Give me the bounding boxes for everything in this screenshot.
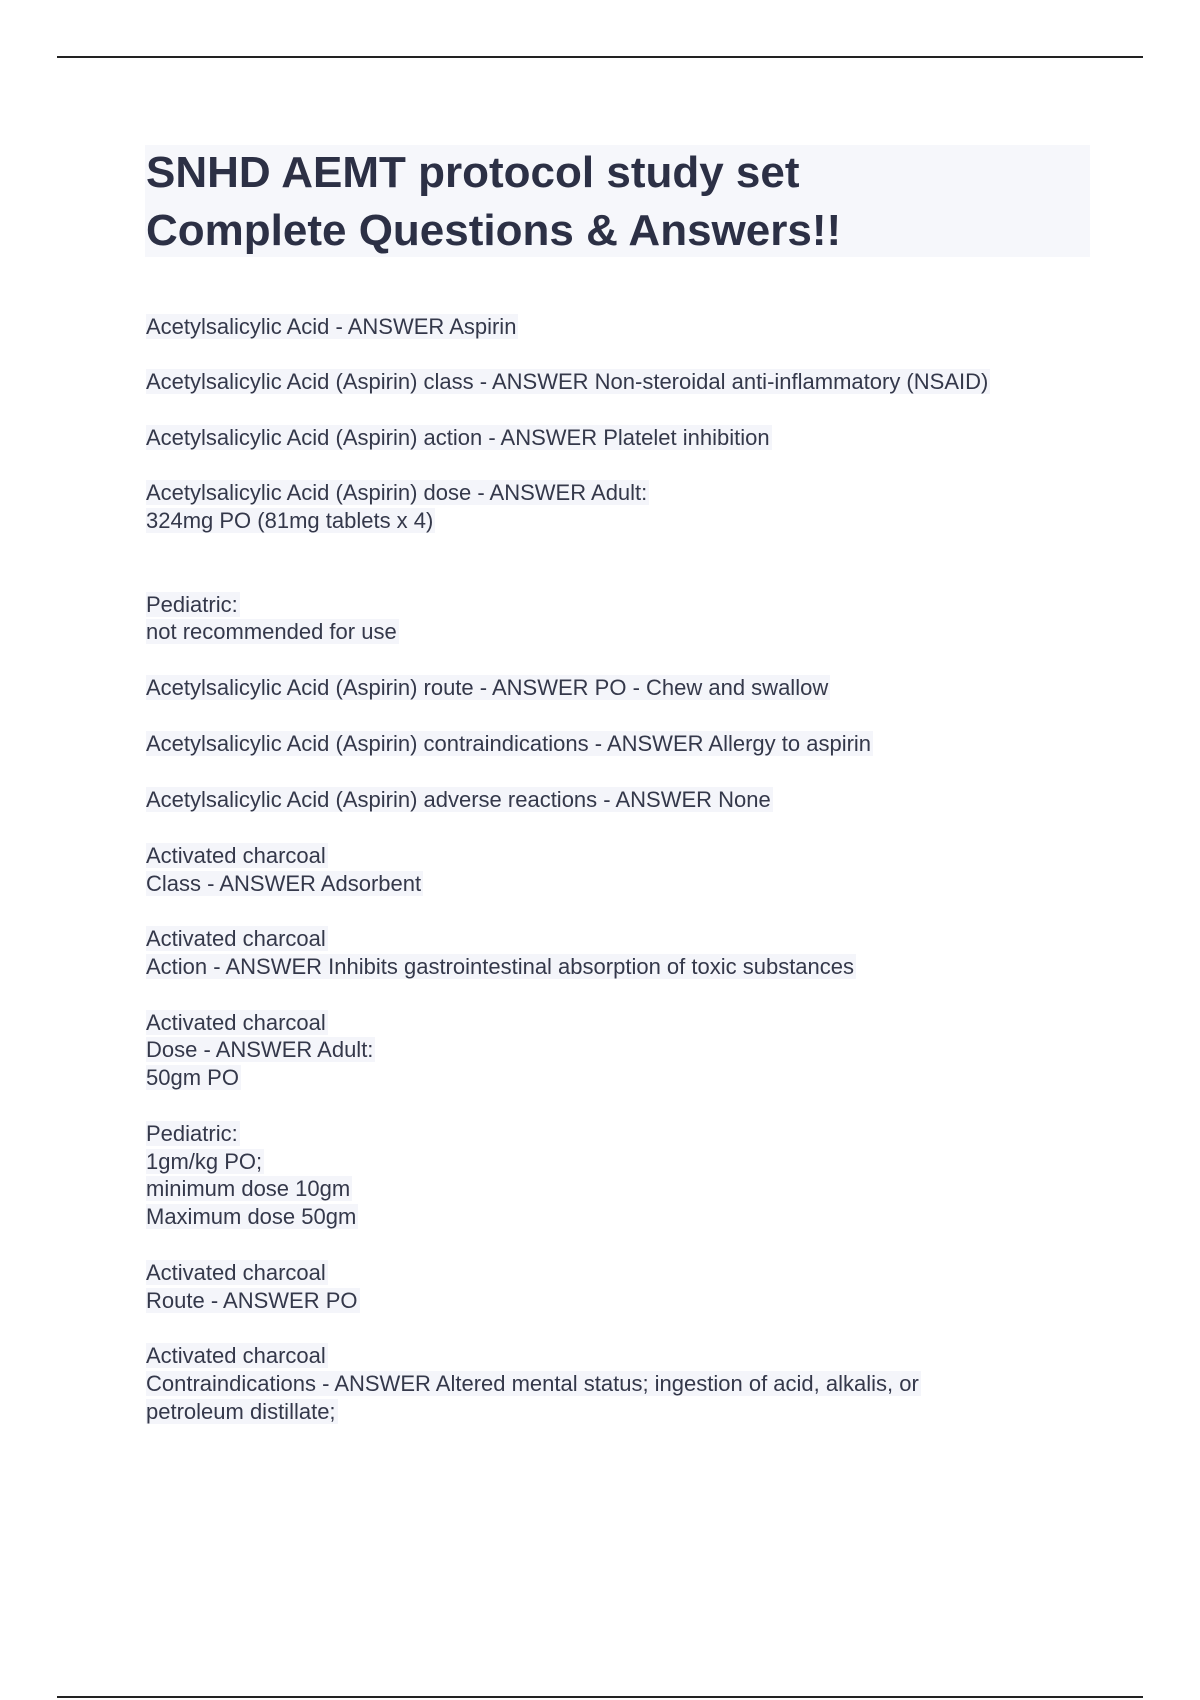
qa-line: Class - ANSWER Adsorbent bbox=[146, 871, 422, 896]
document-title-line-1: SNHD AEMT protocol study set bbox=[146, 148, 800, 197]
bottom-rule bbox=[57, 1696, 1143, 1698]
qa-line: Pediatric: bbox=[146, 1121, 238, 1146]
qa-line: Acetylsalicylic Acid - ANSWER Aspirin bbox=[146, 314, 517, 339]
qa-line: 1gm/kg PO; bbox=[146, 1149, 263, 1174]
qa-line: Activated charcoal bbox=[146, 843, 326, 868]
qa-line: Route - ANSWER PO bbox=[146, 1288, 358, 1313]
qa-line: Acetylsalicylic Acid (Aspirin) dose - ANSWER Adult: bbox=[146, 480, 648, 505]
qa-line: Contraindications - ANSWER Altered mental status; ingestion of acid, alkalis, or bbox=[146, 1371, 919, 1396]
qa-line: Acetylsalicylic Acid (Aspirin) action - ANSWER Platelet inhibition bbox=[146, 425, 770, 450]
qa-line: minimum dose 10gm bbox=[146, 1176, 351, 1201]
qa-line: Activated charcoal bbox=[146, 1010, 326, 1035]
qa-line: petroleum distillate; bbox=[146, 1399, 336, 1424]
qa-line: Maximum dose 50gm bbox=[146, 1204, 357, 1229]
qa-line: Action - ANSWER Inhibits gastrointestinal absorption of toxic substances bbox=[146, 954, 855, 979]
qa-line: Pediatric: bbox=[146, 592, 238, 617]
top-rule bbox=[57, 56, 1143, 58]
qa-line: Activated charcoal bbox=[146, 1343, 326, 1368]
qa-line: Acetylsalicylic Acid (Aspirin) class - ANSWER Non-steroidal anti-inflammatory (NSAID) bbox=[146, 369, 989, 394]
qa-line: 50gm PO bbox=[146, 1065, 239, 1090]
qa-line: Acetylsalicylic Acid (Aspirin) adverse reactions - ANSWER None bbox=[146, 787, 771, 812]
qa-line: Activated charcoal bbox=[146, 926, 326, 951]
qa-line: Acetylsalicylic Acid (Aspirin) contraindications - ANSWER Allergy to aspirin bbox=[146, 731, 872, 756]
qa-line: 324mg PO (81mg tablets x 4) bbox=[146, 508, 434, 533]
qa-line: Acetylsalicylic Acid (Aspirin) route - ANSWER PO - Chew and swallow bbox=[146, 675, 829, 700]
qa-line: Activated charcoal bbox=[146, 1260, 326, 1285]
qa-line: not recommended for use bbox=[146, 619, 397, 644]
document-title-line-2: Complete Questions & Answers!! bbox=[146, 206, 842, 255]
qa-line: Dose - ANSWER Adult: bbox=[146, 1037, 374, 1062]
